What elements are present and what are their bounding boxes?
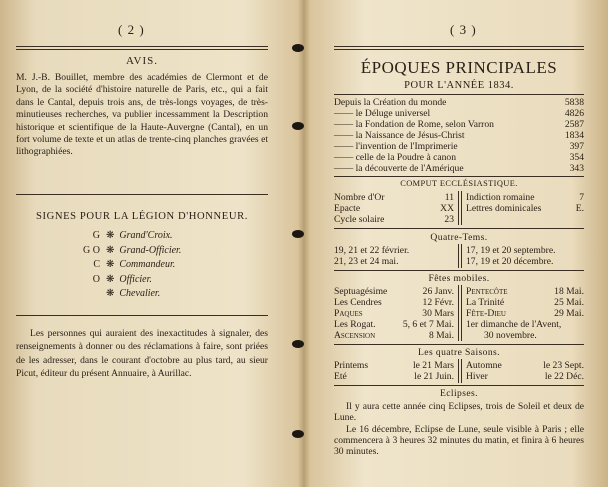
epoque-label: —— celle de la Poudre à canon	[334, 152, 457, 163]
quatre-tems-heading: Quatre-Tems.	[430, 232, 488, 243]
saison-value: le 23 Sept.	[543, 360, 584, 371]
fete-value: 12 Févr.	[422, 297, 454, 308]
saison-value: le 21 Mars	[412, 360, 454, 371]
page-number-left: ( 2 )	[118, 22, 145, 37]
epoque-value: 343	[569, 163, 584, 174]
header-rule	[16, 46, 268, 50]
saisons-heading: Les quatre Saisons.	[418, 347, 500, 358]
page-number-right: ( 3 )	[450, 22, 477, 37]
signe-label: Officier.	[119, 273, 152, 285]
quatre-tems-date: 17, 19 et 20 décembre.	[466, 256, 554, 267]
saison-label: Printems	[334, 360, 369, 371]
fete-value: 5, 6 et 7 Mai.	[402, 319, 454, 330]
epoque-label: —— la Fondation de Rome, selon Varron	[334, 119, 494, 130]
signe-label: Grand-Officier.	[119, 244, 182, 256]
fetes-heading: Fêtes mobiles.	[428, 273, 490, 284]
section-rule	[334, 344, 584, 345]
epoque-value: 354	[569, 152, 584, 163]
fete-label: Septuagésime	[334, 286, 388, 297]
signe-code: O	[92, 273, 100, 285]
signes-item	[78, 229, 268, 244]
fete-value: 25 Mai.	[554, 297, 584, 308]
fete-label: Paques	[334, 308, 363, 319]
header-rule	[334, 46, 584, 50]
fete-label: La Trinité	[466, 297, 505, 308]
signes-heading: SIGNES POUR LA LÉGION D'HONNEUR.	[35, 211, 249, 222]
signes-item	[78, 258, 268, 273]
fete-label: 1er dimanche de l'Avent,	[466, 319, 562, 330]
saison-label: Automne	[466, 360, 502, 371]
epoque-label: —— l'invention de l'Imprimerie	[334, 141, 458, 152]
eclipses-heading: Eclipses.	[440, 388, 478, 399]
comput-value: 7	[579, 192, 584, 203]
avis-heading: AVIS.	[125, 55, 158, 67]
star-icon: ❋	[106, 259, 115, 271]
comput-heading: COMPUT ECCLÉSIASTIQUE.	[400, 179, 518, 188]
quatre-tems-date: 19, 21 et 22 février.	[334, 245, 410, 256]
notice-text: Les personnes qui auraient des inexactitudes à signaler, des renseignements à donner ou des réclamations à faire, sont priées de les adresser, dans le courant d'octobre au plus tard, au sieur Picut, éditeur du présent Annuaire, à Aurillac.	[16, 328, 268, 380]
comput-label: Cycle solaire	[334, 214, 385, 225]
comput-label: Epacte	[334, 203, 361, 214]
saison-label: Hiver	[466, 371, 488, 382]
signe-code: G O	[83, 244, 100, 256]
epoque-value: 5838	[564, 97, 584, 108]
fete-value: 26 Janv.	[422, 286, 454, 297]
comput-label: Indiction romaine	[466, 192, 535, 203]
right-page	[304, 0, 608, 487]
page-subtitle: POUR L'ANNÉE 1834.	[404, 80, 514, 91]
epoque-label: —— la Naissance de Jésus-Christ	[334, 130, 465, 141]
comput-value: E.	[575, 203, 584, 214]
fete-label: Les Cendres	[334, 297, 382, 308]
saison-label: Eté	[334, 371, 347, 382]
saison-value: le 21 Juin.	[414, 371, 454, 382]
epoque-label: Depuis la Création du monde	[334, 97, 447, 108]
signes-item	[78, 287, 268, 302]
signes-item	[78, 244, 268, 259]
eclipses-text-2: Le 16 décembre, Eclipse de Lune, seule visible à Paris ; elle commencera à 3 heures 32 minutes du matin, et finira à 6 heures 30 minutes.	[334, 424, 584, 458]
page-title: ÉPOQUES PRINCIPALES	[360, 58, 558, 77]
eclipses-text-1: Il y aura cette année cinq Eclipses, trois de Soleil et deux de Lune.	[334, 401, 584, 424]
fete-label: Ascension	[334, 330, 376, 341]
fete-label: 30 novembre.	[484, 330, 537, 341]
comput-value: XX	[440, 203, 454, 214]
signe-label: Grand'Croix.	[119, 230, 173, 241]
signe-label: Chevalier.	[119, 288, 161, 300]
column-separator	[458, 244, 462, 268]
star-icon: ❋	[106, 288, 115, 300]
quatre-tems-date: 17, 19 et 20 septembre.	[466, 245, 556, 256]
fete-label: Pentecôte	[466, 286, 508, 297]
comput-value: 23	[444, 214, 454, 225]
section-rule	[334, 270, 584, 271]
column-separator	[458, 285, 462, 341]
fete-label: Fête-Dieu	[466, 308, 506, 319]
epoque-value: 397	[569, 141, 584, 152]
epoque-value: 1834	[564, 130, 584, 141]
signes-item	[78, 273, 268, 288]
epoque-label: —— le Déluge universel	[334, 108, 431, 119]
fete-label: Les Rogat.	[334, 319, 376, 330]
quatre-tems-date: 21, 23 et 24 mai.	[334, 256, 399, 267]
title-rule	[334, 94, 584, 95]
star-icon: ❋	[106, 230, 115, 241]
section-rule	[334, 176, 584, 177]
fete-value: 29 Mai.	[554, 308, 584, 319]
fete-value: 30 Mars	[422, 308, 454, 319]
signe-code: C	[93, 259, 100, 271]
fete-value: 18 Mai.	[554, 286, 584, 297]
column-separator	[458, 191, 462, 225]
epoque-label: —— la découverte de l'Amérique	[334, 163, 464, 174]
comput-value: 11	[444, 192, 454, 203]
section-rule	[334, 228, 584, 229]
section-rule	[334, 385, 584, 386]
left-page	[0, 0, 300, 487]
signes-list	[78, 229, 268, 302]
fete-value: 8 Mai.	[428, 330, 454, 341]
star-icon: ❋	[106, 244, 115, 256]
comput-label: Nombre d'Or	[334, 192, 385, 203]
signe-code: G	[92, 230, 100, 241]
avis-text: M. J.-B. Bouillet, membre des académies de Clermont et de Lyon, de la société d'histoire naturelle de Paris, etc., qui a fait dans le Cantal, depuis trois ans, de très-longs voyages, de très-minutieuses recherches, va publier incessamment la Description historique et scientifique de la Haute-Auvergne (Cantal), en un fort volume de texte et un atlas de trente-cinq planches gravées et lithographiées.	[16, 72, 268, 158]
section-rule	[16, 194, 268, 195]
signe-label: Commandeur.	[119, 259, 176, 271]
comput-label: Lettres dominicales	[466, 203, 542, 214]
column-separator	[458, 359, 462, 383]
epoque-value: 4826	[564, 108, 584, 119]
saison-value: le 22 Déc.	[544, 371, 584, 382]
section-rule	[16, 315, 268, 316]
star-icon: ❋	[106, 273, 115, 285]
epoque-value: 2587	[564, 119, 584, 130]
